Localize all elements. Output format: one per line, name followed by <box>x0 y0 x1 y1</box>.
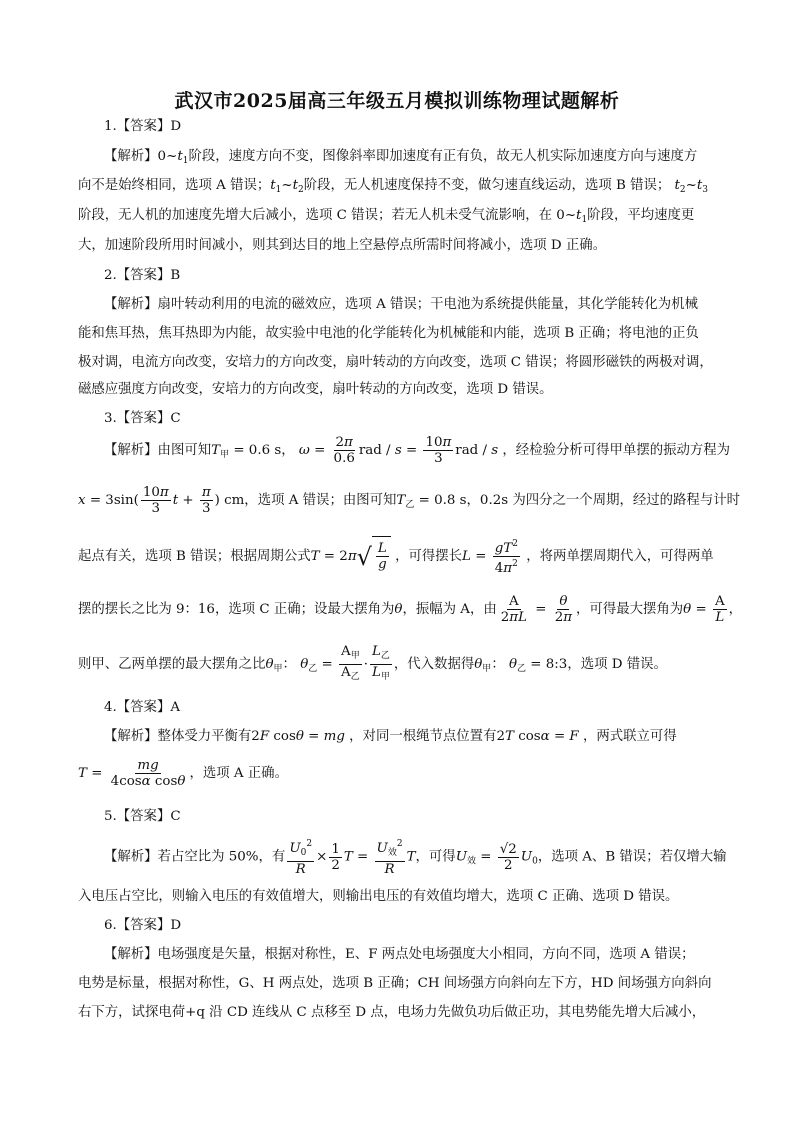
q3-answer: 3.【答案】C <box>104 411 181 426</box>
q6-answer: 6.【答案】D <box>104 918 182 933</box>
q5-answer: 5.【答案】C <box>104 809 181 824</box>
q2-answer: 2.【答案】B <box>104 268 181 283</box>
q1-line-2: 向不是始终相同，选项 A 错误；$t_1\sim t_2$阶段，无人机速度保持不变，做匀速直线运动，选项 B 错误； $t_2\sim t_3$ <box>78 178 709 195</box>
q6-line-1: 【解析】电场强度是矢量，根据对称性，E、F 两点处电场强度大小相同，方向不同，选项 A 错误； <box>104 947 695 962</box>
q2-line-2: 能和焦耳热，焦耳热即为内能，故实验中电池的化学能转化为机械能和内能，选项 B 正确；将电池的正负 <box>78 326 699 341</box>
q3-line-4: 摆的摆长之比为 9：16，选项 C 正确；设最大摆角为θ，振幅为 A，由 $\frac{A}{2\pi L}$ = $\frac{\theta}{2\pi}$ ，可得最大摆角为θ = $\frac{A}{L}$ ， <box>78 594 743 625</box>
q3-line-5: 则甲、乙两单摆的最大摆角之比$\theta_甲$： $\theta_乙$ = $\frac{A_甲}{A_乙}$ · $\frac{L_乙}{L_甲}$ ，代入数据得$\theta_甲$： $\theta_乙$ = 8:3，选项 D 错误。 <box>78 644 667 682</box>
q6-line-2: 电势是标量，根据对称性，G、H 两点处，选项 B 正确；CH 间场强方向斜向左下方，HD 间场强方向斜向 <box>78 976 712 991</box>
q5-line-2: 入电压占空比，则输入电压的有效值增大，则输出电压的有效值均增大，选项 C 正确、选项 D 错误。 <box>78 889 679 904</box>
q1-line-1: 【解析】$0\sim t_1$阶段，速度方向不变，图像斜率即加速度有正有负，故无人机实际加速度方向与速度方 <box>104 149 698 166</box>
q4-line-2: T = $\frac{mg}{\text{4cosα cosθ}}$ ，选项 A 正确。 <box>78 758 288 789</box>
q4-line-1: 【解析】整体受力平衡有2F cosθ = mg ，对同一根绳节点位置有2T cosα = F ，两式联立可得 <box>104 729 677 744</box>
q1-answer: 1.【答案】D <box>104 119 182 134</box>
q2-line-3: 极对调，电流方向改变，安培力的方向改变，扇叶转动的方向改变，选项 C 错误；将圆形磁铁的两极对调， <box>78 355 713 370</box>
q3-line-2: x = 3sin( $\frac{10\pi}{3}$ t + $\frac{\pi}{3}$ ) cm，选项 A 错误；由图可知$T_乙 = 0.8$ s，0.2s 为四分之一个周期，经过的路程与计时 <box>78 485 740 516</box>
page-title: 武汉市2025届高三年级五月模拟训练物理试题解析 <box>174 90 620 112</box>
q1-line-4: 大，加速阶段所用时间减小，则其到达目的地上空悬停点所需时间将减小，选项 D 正确。 <box>78 238 607 253</box>
q6-line-3: 右下方，试探电荷+q 沿 CD 连线从 C 点移至 D 点，电场力先做负功后做正功，其电势能先增大后减小， <box>78 1005 706 1020</box>
q3-line-3: 起点有关，选项 B 错误；根据周期公式T = 2π √ $\frac{L}{g}$ ，可得摆长L = $\frac{gT^2}{4\pi^2}$ ，将两单摆周期代入，可得两单 <box>78 536 724 577</box>
q4-answer: 4.【答案】A <box>104 700 181 715</box>
q3-line-1: 【解析】由图可知$T_甲 = 0.6$ s， ω = $\frac{2\pi}{0.6}$ rad / s = $\frac{10\pi}{3}$ rad / s ，经检验分析可得甲单摆的振动方程为 <box>104 435 731 466</box>
q1-line-3: 阶段，无人机的加速度先增大后减小，选项 C 错误；若无人机未受气流影响，在 $0\sim t_1$阶段，平均速度更 <box>78 208 695 225</box>
q2-line-4: 磁感应强度方向改变，安培力的方向改变，扇叶转动的方向改变，选项 D 错误。 <box>78 382 553 397</box>
q2-line-1: 【解析】扇叶转动利用的电流的磁效应，选项 A 错误；干电池为系统提供能量，其化学能转化为机械 <box>104 297 698 312</box>
q5-line-1: 【解析】若占空比为 50%，有 $\frac{U_0^2}{R}$ × $\frac{1}{2}$ T = $\frac{U_效^2}{R}$ T，可得$U_效$ = $\frac{√2}{2}$ $U_0$，选项 A、B 错误；若仅增大输 <box>104 839 727 877</box>
